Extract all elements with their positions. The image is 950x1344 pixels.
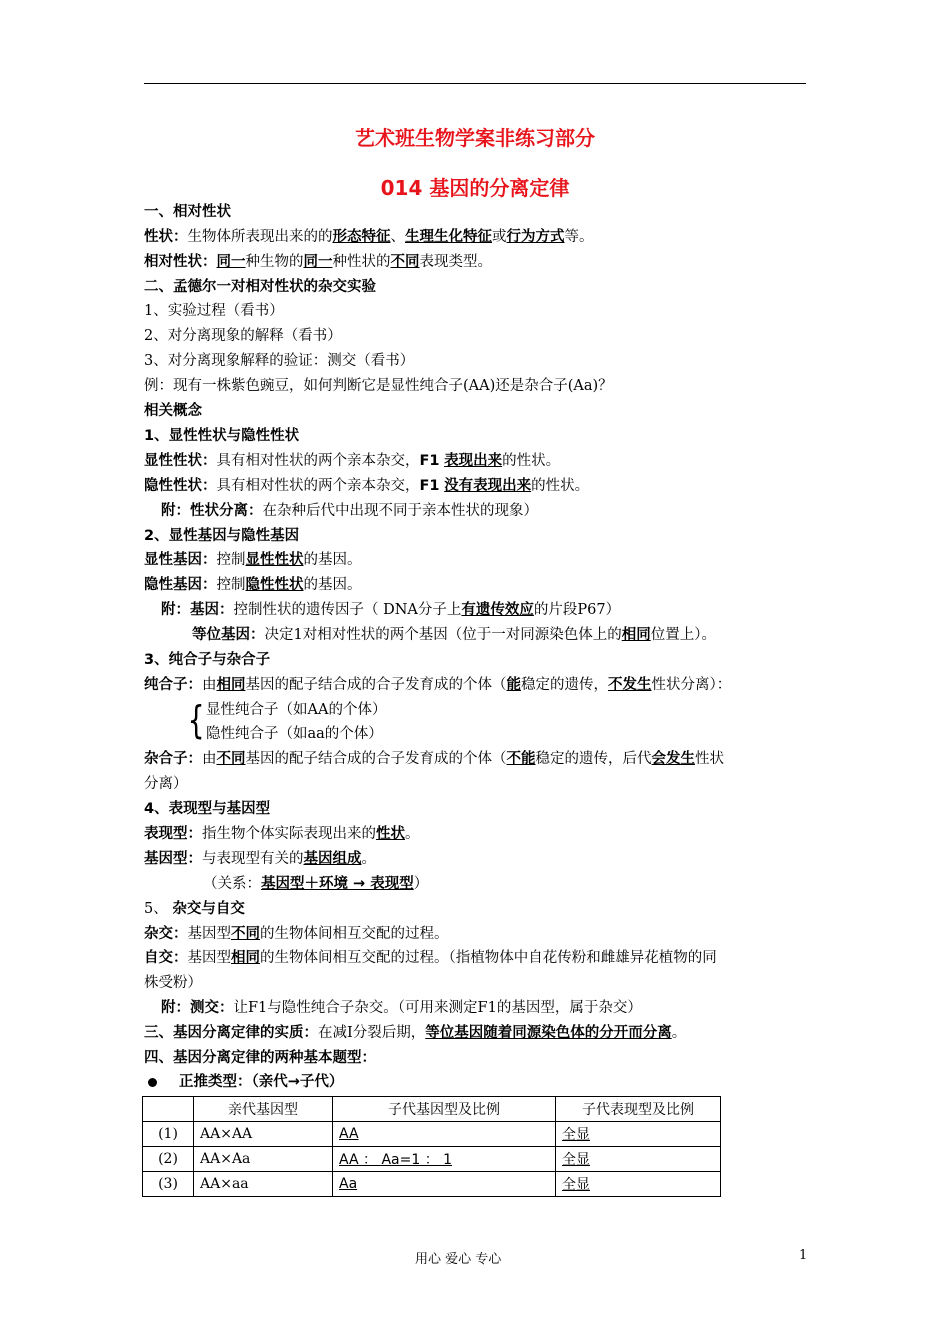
table-cell: 全显 (556, 1147, 721, 1172)
table-header: 子代表现型及比例 (556, 1097, 721, 1122)
paragraph-heterozygote: 杂合子：由不同基因的配子结合成的合子发育成的个体（不能稳定的遗传，后代会发生性状 (144, 751, 724, 767)
bullet-icon (148, 1078, 157, 1087)
paragraph-heterozygote-cont: 分离） (144, 776, 188, 792)
relation-note: （关系：基因型＋环境 → 表现型） (203, 876, 429, 892)
genotype-table (142, 1096, 721, 1197)
paragraph-dominant-trait: 显性性状：具有相对性状的两个亲本杂交，F1 表现出来的性状。 (144, 453, 561, 469)
paragraph-selfing-cont: 株受粉） (144, 975, 202, 991)
section-2-heading: 二、孟德尔一对相对性状的杂交实验 (144, 279, 376, 295)
brace-icon: { (187, 698, 205, 742)
concepts-heading: 相关概念 (144, 403, 202, 419)
concept-5-heading: 5、 杂交与自交 (144, 901, 245, 917)
note-allele: 等位基因：决定1对相对性状的两个基因（位于一对同源染色体上的相同位置上）。 (192, 627, 716, 643)
list-item: 1、实验过程（看书） (144, 303, 284, 319)
paragraph-genotype: 基因型：与表现型有关的基因组成。 (144, 851, 376, 867)
section-4-heading: 四、基因分离定律的两种基本题型： (144, 1050, 376, 1066)
paragraph-relative-trait: 相对性状：同一种生物的同一种性状的不同表现类型。 (144, 254, 492, 270)
concept-3-heading: 3、纯合子与杂合子 (144, 652, 271, 668)
bullet-item: 正推类型：（亲代→子代） (148, 1072, 343, 1092)
table-cell: 全显 (556, 1172, 721, 1197)
list-item: 隐性纯合子（如aa的个体） (206, 726, 383, 742)
table-cell: (2) (143, 1147, 194, 1172)
table-cell: AA ： Aa=1 ： 1 (333, 1147, 556, 1172)
table-row (143, 1147, 721, 1172)
list-item: 3、对分离现象解释的验证：测交（看书） (144, 353, 415, 369)
paragraph-trait: 性状：生物体所表现出来的的形态特征、生理生化特征或行为方式等。 (144, 229, 594, 245)
table-header (143, 1097, 194, 1122)
paragraph-dominant-gene: 显性基因：控制显性性状的基因。 (144, 552, 362, 568)
footer-text: 用心 爱心 专心 (415, 1252, 502, 1267)
paragraph-homozygote: 纯合子：由相同基因的配子结合成的合子发育成的个体（能稳定的遗传，不发生性状分离）： (144, 677, 732, 693)
list-item: 2、对分离现象的解释（看书） (144, 328, 342, 344)
concept-4-heading: 4、表现型与基因型 (144, 801, 271, 817)
note-testcross: 附：测交：让F1与隐性纯合子杂交。（可用来测定F1的基因型，属于杂交） (161, 1000, 642, 1016)
concept-1-heading: 1、显性性状与隐性性状 (144, 428, 300, 444)
table-cell: 全显 (556, 1122, 721, 1147)
section-3-heading: 三、基因分离定律的实质：在减Ⅰ分裂后期，等位基因随着同源染色体的分开而分离。 (144, 1025, 687, 1041)
header-rule (144, 83, 806, 84)
paragraph-selfing: 自交：基因型相同的生物体间相互交配的过程。（指植物体中自花传粉和雌雄异花植物的同 (144, 950, 717, 966)
concept-2-heading: 2、显性基因与隐性基因 (144, 528, 300, 544)
table-row (143, 1172, 721, 1197)
table-header-row (143, 1097, 721, 1122)
paragraph-recessive-trait: 隐性性状：具有相对性状的两个亲本杂交，F1 没有表现出来的性状。 (144, 478, 590, 494)
table-cell: (1) (143, 1122, 194, 1147)
list-item: 显性纯合子（如AA的个体） (206, 702, 387, 718)
paragraph-cross: 杂交：基因型不同的生物体间相互交配的过程。 (144, 926, 449, 942)
table-cell: (3) (143, 1172, 194, 1197)
table-cell: AA×AA (194, 1122, 333, 1147)
note-trait-segregation: 附：性状分离：在杂种后代中出现不同于亲本性状的现象） (161, 503, 538, 519)
table-cell: Aa (333, 1172, 556, 1197)
paragraph-recessive-gene: 隐性基因：控制隐性性状的基因。 (144, 577, 362, 593)
table-cell: AA (333, 1122, 556, 1147)
table-cell: AA×Aa (194, 1147, 333, 1172)
table-header: 亲代基因型 (194, 1097, 333, 1122)
page-subtitle: 014 基因的分离定律 (380, 176, 570, 200)
page-number: 1 (799, 1248, 808, 1263)
note-gene: 附：基因：控制性状的遗传因子（ DNA分子上有遗传效应的片段P67） (161, 602, 621, 618)
table-header: 子代基因型及比例 (333, 1097, 556, 1122)
example-question: 例：现有一株紫色豌豆，如何判断它是显性纯合子(AA)还是杂合子(Aa)？ (144, 378, 613, 394)
table-row (143, 1122, 721, 1147)
table-cell: AA×aa (194, 1172, 333, 1197)
section-1-heading: 一、相对性状 (144, 204, 231, 220)
page-title: 艺术班生物学案非练习部分 (355, 126, 595, 150)
paragraph-phenotype: 表现型：指生物个体实际表现出来的性状。 (144, 826, 420, 842)
